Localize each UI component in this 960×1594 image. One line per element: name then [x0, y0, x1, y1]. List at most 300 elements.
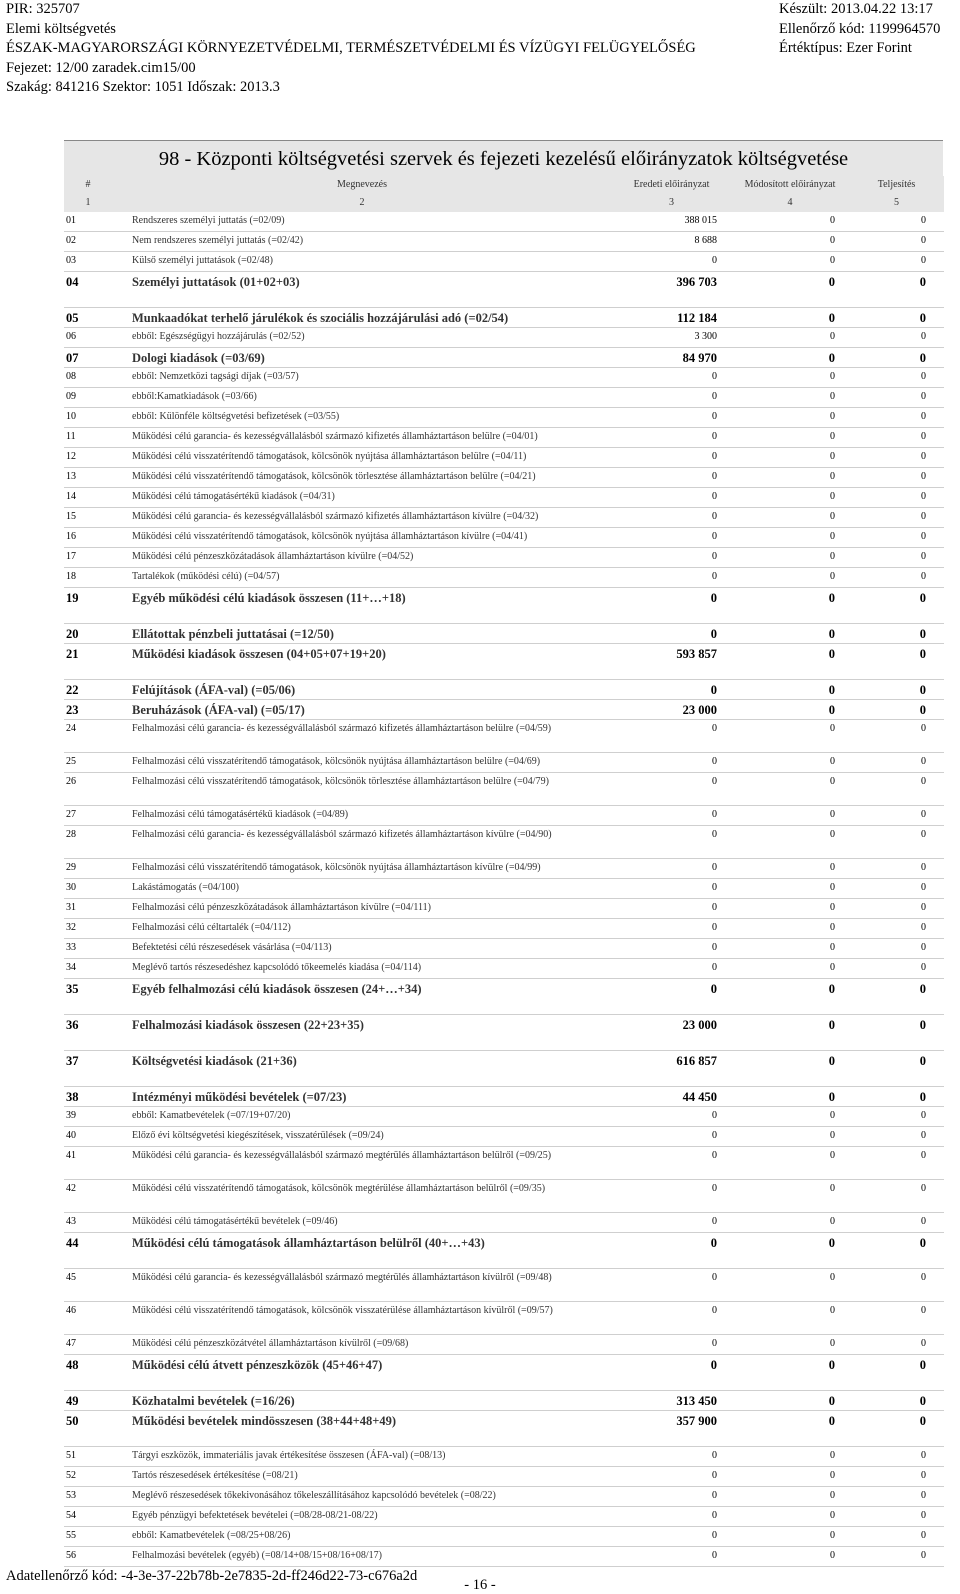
col-number: 3: [612, 194, 731, 212]
row-label: Egyéb felhalmozási célú kiadások összesen (24+…+34): [112, 979, 612, 1015]
table-row: [64, 1355, 944, 1391]
performance: 0: [849, 899, 944, 919]
performance: 0: [849, 1447, 944, 1467]
row-label: Külső személyi juttatások (=02/48): [112, 252, 612, 272]
row-number: 40: [64, 1127, 112, 1147]
row-label: Működési célú visszatérítendő támogatások, kölcsönök megtérülése államháztartáson belülről (=09/35): [112, 1180, 612, 1213]
row-number: 49: [64, 1391, 112, 1411]
row-label: Ellátottak pénzbeli juttatásai (=12/50): [112, 624, 612, 644]
original-appropriation: 0: [612, 680, 731, 700]
original-appropriation: 3 300: [612, 328, 731, 348]
modified-appropriation: 0: [731, 1487, 849, 1507]
table-row: [64, 1213, 944, 1233]
row-number: 15: [64, 508, 112, 528]
row-number: 26: [64, 773, 112, 806]
budget-table: [64, 176, 944, 1567]
row-number: 53: [64, 1487, 112, 1507]
original-appropriation: 0: [612, 1507, 731, 1527]
performance: 0: [849, 959, 944, 979]
table-row: [64, 1051, 944, 1087]
row-number: 37: [64, 1051, 112, 1087]
table-row: [64, 508, 944, 528]
modified-appropriation: 0: [731, 508, 849, 528]
table-row: [64, 959, 944, 979]
col-number: 1: [64, 194, 112, 212]
performance: 0: [849, 328, 944, 348]
row-number: 51: [64, 1447, 112, 1467]
modified-appropriation: 0: [731, 700, 849, 720]
modified-appropriation: 0: [731, 919, 849, 939]
original-appropriation: 8 688: [612, 232, 731, 252]
original-appropriation: 0: [612, 428, 731, 448]
row-number: 43: [64, 1213, 112, 1233]
table-row: [64, 1147, 944, 1180]
modified-appropriation: 0: [731, 720, 849, 753]
original-appropriation: 0: [612, 806, 731, 826]
table-row: [64, 859, 944, 879]
row-number: 30: [64, 879, 112, 899]
report-title: 98 - Központi költségvetési szervek és fejezeti kezelésű előirányzatok költségvetése: [158, 148, 849, 170]
modified-appropriation: 0: [731, 644, 849, 680]
row-number: 56: [64, 1547, 112, 1567]
modified-appropriation: 0: [731, 1180, 849, 1213]
performance: 0: [849, 368, 944, 388]
table-row: [64, 939, 944, 959]
performance: 0: [849, 700, 944, 720]
original-appropriation: 0: [612, 568, 731, 588]
original-appropriation: 0: [612, 252, 731, 272]
table-row: [64, 753, 944, 773]
document-header: [6, 0, 954, 98]
performance: 0: [849, 624, 944, 644]
row-number: 09: [64, 388, 112, 408]
table-row: [64, 919, 944, 939]
org-name: ÉSZAK-MAGYARORSZÁGI KÖRNYEZETVÉDELMI, TERMÉSZETVÉDELMI ÉS VÍZÜGYI FELÜGYELŐSÉG: [6, 40, 696, 57]
table-row: [64, 1467, 944, 1487]
table-row: [64, 1107, 944, 1127]
row-number: 10: [64, 408, 112, 428]
modified-appropriation: 0: [731, 212, 849, 232]
modified-appropriation: 0: [731, 1087, 849, 1107]
modified-appropriation: 0: [731, 308, 849, 328]
row-label: Dologi kiadások (=03/69): [112, 348, 612, 368]
row-number: 33: [64, 939, 112, 959]
row-label: Nem rendszeres személyi juttatás (=02/42): [112, 232, 612, 252]
row-number: 19: [64, 588, 112, 624]
row-number: 44: [64, 1233, 112, 1269]
table-row: [64, 1391, 944, 1411]
data-check-code: Adatellenőrző kód: -4-3e-37-22b78b-2e7835-2d-ff246d22-73-c676a2d: [6, 1568, 418, 1584]
row-label: Befektetési célú részesedések vásárlása (=04/113): [112, 939, 612, 959]
row-label: Működési célú támogatásértékű bevételek (=09/46): [112, 1213, 612, 1233]
column-header-row: [64, 176, 944, 194]
table-row: [64, 773, 944, 806]
table-row: [64, 979, 944, 1015]
performance: 0: [849, 528, 944, 548]
modified-appropriation: 0: [731, 348, 849, 368]
table-row: [64, 328, 944, 348]
original-appropriation: 0: [612, 859, 731, 879]
performance: 0: [849, 879, 944, 899]
row-label: Rendszeres személyi juttatás (=02/09): [112, 212, 612, 232]
row-label: ebből:Kamatkiadások (=03/66): [112, 388, 612, 408]
original-appropriation: 44 450: [612, 1087, 731, 1107]
row-label: Működési célú visszatérítendő támogatások, kölcsönök nyújtása államháztartáson belülre (=04/11): [112, 448, 612, 468]
row-label: Egyéb működési célú kiadások összesen (11+…+18): [112, 588, 612, 624]
table-row: [64, 368, 944, 388]
performance: 0: [849, 753, 944, 773]
original-appropriation: 313 450: [612, 1391, 731, 1411]
row-number: 03: [64, 252, 112, 272]
table-row: [64, 348, 944, 368]
modified-appropriation: 0: [731, 1335, 849, 1355]
modified-appropriation: 0: [731, 806, 849, 826]
row-number: 25: [64, 753, 112, 773]
performance: 0: [849, 408, 944, 428]
modified-appropriation: 0: [731, 826, 849, 859]
modified-appropriation: 0: [731, 488, 849, 508]
checksum: Ellenőrző kód: 1199964570: [779, 20, 941, 37]
modified-appropriation: 0: [731, 1107, 849, 1127]
performance: 0: [849, 468, 944, 488]
row-number: 32: [64, 919, 112, 939]
col-number: 2: [112, 194, 612, 212]
row-label: Felhalmozási célú támogatásértékű kiadások (=04/89): [112, 806, 612, 826]
row-label: Felhalmozási bevételek (egyéb) (=08/14+08/15+08/16+08/17): [112, 1547, 612, 1567]
original-appropriation: 0: [612, 1107, 731, 1127]
row-number: 20: [64, 624, 112, 644]
row-number: 04: [64, 272, 112, 308]
performance: 0: [849, 1355, 944, 1391]
table-row: [64, 1233, 944, 1269]
row-number: 27: [64, 806, 112, 826]
row-number: 08: [64, 368, 112, 388]
performance: 0: [849, 212, 944, 232]
performance: 0: [849, 1507, 944, 1527]
row-label: Működési célú pénzeszközátadások államháztartáson kívülre (=04/52): [112, 548, 612, 568]
sector-info: Szakág: 841216 Szektor: 1051 Időszak: 2013.3: [6, 79, 280, 96]
original-appropriation: 0: [612, 879, 731, 899]
modified-appropriation: 0: [731, 428, 849, 448]
original-appropriation: 0: [612, 1302, 731, 1335]
table-row: [64, 879, 944, 899]
performance: 0: [849, 1107, 944, 1127]
modified-appropriation: 0: [731, 1302, 849, 1335]
modified-appropriation: 0: [731, 1147, 849, 1180]
col-header-original: Eredeti előirányzat: [612, 176, 731, 194]
table-row: [64, 212, 944, 232]
row-label: Egyéb pénzügyi befektetések bevételei (=08/28-08/21-08/22): [112, 1507, 612, 1527]
original-appropriation: 0: [612, 1233, 731, 1269]
table-row: [64, 428, 944, 448]
row-label: ebből: Nemzetközi tagsági díjak (=03/57): [112, 368, 612, 388]
row-number: 18: [64, 568, 112, 588]
row-label: Intézményi működési bevételek (=07/23): [112, 1087, 612, 1107]
row-label: Működési kiadások összesen (04+05+07+19+20): [112, 644, 612, 680]
modified-appropriation: 0: [731, 528, 849, 548]
performance: 0: [849, 1302, 944, 1335]
original-appropriation: 0: [612, 588, 731, 624]
row-label: Felhalmozási kiadások összesen (22+23+35): [112, 1015, 612, 1051]
table-row: [64, 528, 944, 548]
original-appropriation: 0: [612, 919, 731, 939]
budget-type: Elemi költségvetés: [6, 20, 116, 37]
original-appropriation: 0: [612, 468, 731, 488]
original-appropriation: 0: [612, 408, 731, 428]
original-appropriation: 593 857: [612, 644, 731, 680]
modified-appropriation: 0: [731, 388, 849, 408]
table-row: [64, 388, 944, 408]
modified-appropriation: 0: [731, 408, 849, 428]
modified-appropriation: 0: [731, 939, 849, 959]
original-appropriation: 0: [612, 720, 731, 753]
value-type: Értéktípus: Ezer Forint: [779, 40, 912, 57]
performance: 0: [849, 428, 944, 448]
table-row: [64, 1087, 944, 1107]
performance: 0: [849, 1547, 944, 1567]
performance: 0: [849, 1411, 944, 1447]
performance: 0: [849, 308, 944, 328]
performance: 0: [849, 1180, 944, 1213]
original-appropriation: 357 900: [612, 1411, 731, 1447]
original-appropriation: 0: [612, 1269, 731, 1302]
col-header-num: #: [64, 176, 112, 194]
row-number: 47: [64, 1335, 112, 1355]
modified-appropriation: 0: [731, 1127, 849, 1147]
row-number: 23: [64, 700, 112, 720]
modified-appropriation: 0: [731, 680, 849, 700]
table-row: [64, 1527, 944, 1547]
original-appropriation: 0: [612, 773, 731, 806]
row-label: Működési célú átvett pénzeszközök (45+46+47): [112, 1355, 612, 1391]
original-appropriation: 396 703: [612, 272, 731, 308]
row-number: 01: [64, 212, 112, 232]
modified-appropriation: 0: [731, 232, 849, 252]
row-number: 55: [64, 1527, 112, 1547]
performance: 0: [849, 588, 944, 624]
row-number: 12: [64, 448, 112, 468]
performance: 0: [849, 1213, 944, 1233]
modified-appropriation: 0: [731, 1467, 849, 1487]
row-label: Működési célú támogatásértékű kiadások (=04/31): [112, 488, 612, 508]
performance: 0: [849, 388, 944, 408]
table-row: [64, 548, 944, 568]
performance: 0: [849, 1467, 944, 1487]
original-appropriation: 616 857: [612, 1051, 731, 1087]
row-label: Felhalmozási célú garancia- és kezességvállalásból származó kifizetés államháztartáson belülre (=04/59): [112, 720, 612, 753]
row-number: 36: [64, 1015, 112, 1051]
created-date: Készült: 2013.04.22 13:17: [779, 1, 933, 17]
modified-appropriation: 0: [731, 368, 849, 388]
row-number: 42: [64, 1180, 112, 1213]
table-row: [64, 1447, 944, 1467]
original-appropriation: 0: [612, 753, 731, 773]
row-number: 02: [64, 232, 112, 252]
modified-appropriation: 0: [731, 448, 849, 468]
row-number: 48: [64, 1355, 112, 1391]
modified-appropriation: 0: [731, 1233, 849, 1269]
row-label: ebből: Különféle költségvetési befizetések (=03/55): [112, 408, 612, 428]
row-label: Meglévő részesedések tőkekivonásához tőkeleszállításához kapcsolódó bevételek (=08/22): [112, 1487, 612, 1507]
performance: 0: [849, 1335, 944, 1355]
performance: 0: [849, 773, 944, 806]
table-row: [64, 448, 944, 468]
table-row: [64, 1411, 944, 1447]
modified-appropriation: 0: [731, 1269, 849, 1302]
row-number: 45: [64, 1269, 112, 1302]
performance: 0: [849, 859, 944, 879]
column-number-row: [64, 194, 944, 212]
performance: 0: [849, 979, 944, 1015]
row-number: 35: [64, 979, 112, 1015]
table-row: [64, 588, 944, 624]
modified-appropriation: 0: [731, 1391, 849, 1411]
table-row: [64, 680, 944, 700]
performance: 0: [849, 1233, 944, 1269]
original-appropriation: 0: [612, 1127, 731, 1147]
table-row: [64, 1507, 944, 1527]
row-number: 16: [64, 528, 112, 548]
performance: 0: [849, 232, 944, 252]
performance: 0: [849, 488, 944, 508]
original-appropriation: 0: [612, 1355, 731, 1391]
row-label: Felhalmozási célú visszatérítendő támogatások, kölcsönök törlesztése államháztartáson belülre (=04/79): [112, 773, 612, 806]
original-appropriation: 0: [612, 1467, 731, 1487]
modified-appropriation: 0: [731, 568, 849, 588]
modified-appropriation: 0: [731, 272, 849, 308]
performance: 0: [849, 826, 944, 859]
row-label: Működési célú pénzeszközátvétel államháztartáson kívülről (=09/68): [112, 1335, 612, 1355]
table-row: [64, 700, 944, 720]
performance: 0: [849, 1051, 944, 1087]
original-appropriation: 0: [612, 1335, 731, 1355]
performance: 0: [849, 720, 944, 753]
table-row: [64, 1487, 944, 1507]
row-label: Felhalmozási célú céltartalék (=04/112): [112, 919, 612, 939]
row-number: 14: [64, 488, 112, 508]
table-row: [64, 899, 944, 919]
original-appropriation: 112 184: [612, 308, 731, 328]
modified-appropriation: 0: [731, 979, 849, 1015]
row-number: 05: [64, 308, 112, 328]
row-label: Felhalmozási célú garancia- és kezességvállalásból származó kifizetés államháztartáson kívülre (=04/90): [112, 826, 612, 859]
row-number: 39: [64, 1107, 112, 1127]
row-label: Működési célú visszatérítendő támogatások, kölcsönök törlesztése államháztartáson belülre (=04/21): [112, 468, 612, 488]
original-appropriation: 23 000: [612, 700, 731, 720]
performance: 0: [849, 568, 944, 588]
performance: 0: [849, 1087, 944, 1107]
table-row: [64, 272, 944, 308]
row-label: Működési célú visszatérítendő támogatások, kölcsönök nyújtása államháztartáson kívülre (=04/41): [112, 528, 612, 548]
row-label: Működési célú garancia- és kezességvállalásból származó megtérülés államháztartáson belülről (=09/25): [112, 1147, 612, 1180]
modified-appropriation: 0: [731, 753, 849, 773]
table-row: [64, 826, 944, 859]
row-label: ebből: Egészségügyi hozzájárulás (=02/52): [112, 328, 612, 348]
row-label: Felhalmozási célú visszatérítendő támogatások, kölcsönök nyújtása államháztartáson kívülre (=04/99): [112, 859, 612, 879]
table-row: [64, 644, 944, 680]
modified-appropriation: 0: [731, 588, 849, 624]
row-number: 21: [64, 644, 112, 680]
original-appropriation: 0: [612, 448, 731, 468]
row-number: 41: [64, 1147, 112, 1180]
row-number: 46: [64, 1302, 112, 1335]
table-row: [64, 488, 944, 508]
row-label: Közhatalmi bevételek (=16/26): [112, 1391, 612, 1411]
original-appropriation: 0: [612, 488, 731, 508]
table-row: [64, 568, 944, 588]
original-appropriation: 0: [612, 1213, 731, 1233]
original-appropriation: 388 015: [612, 212, 731, 232]
table-row: [64, 806, 944, 826]
original-appropriation: 0: [612, 939, 731, 959]
performance: 0: [849, 919, 944, 939]
table-row: [64, 1302, 944, 1335]
row-number: 31: [64, 899, 112, 919]
table-row: [64, 1015, 944, 1051]
original-appropriation: 0: [612, 959, 731, 979]
row-label: Működési célú garancia- és kezességvállalásból származó kifizetés államháztartáson belülre (=04/01): [112, 428, 612, 448]
col-header-performance: Teljesítés: [849, 176, 944, 194]
original-appropriation: 0: [612, 1180, 731, 1213]
original-appropriation: 0: [612, 368, 731, 388]
row-number: 13: [64, 468, 112, 488]
modified-appropriation: 0: [731, 859, 849, 879]
performance: 0: [849, 644, 944, 680]
table-row: [64, 1127, 944, 1147]
row-label: Működési bevételek mindösszesen (38+44+48+49): [112, 1411, 612, 1447]
row-label: Költségvetési kiadások (21+36): [112, 1051, 612, 1087]
original-appropriation: 0: [612, 548, 731, 568]
table-row: [64, 1269, 944, 1302]
performance: 0: [849, 939, 944, 959]
original-appropriation: 0: [612, 624, 731, 644]
performance: 0: [849, 1487, 944, 1507]
row-label: Tartós részesedések értékesítése (=08/21): [112, 1467, 612, 1487]
row-label: Működési célú támogatások államháztartáson belülről (40+…+43): [112, 1233, 612, 1269]
table-row: [64, 252, 944, 272]
performance: 0: [849, 1015, 944, 1051]
table-row: [64, 308, 944, 328]
performance: 0: [849, 806, 944, 826]
col-header-name: Megnevezés: [112, 176, 612, 194]
row-label: Lakástámogatás (=04/100): [112, 879, 612, 899]
original-appropriation: 0: [612, 1547, 731, 1567]
modified-appropriation: 0: [731, 252, 849, 272]
original-appropriation: 0: [612, 1447, 731, 1467]
modified-appropriation: 0: [731, 1547, 849, 1567]
modified-appropriation: 0: [731, 959, 849, 979]
row-label: Meglévő tartós részesedéshez kapcsolódó tőkeemelés kiadása (=04/114): [112, 959, 612, 979]
modified-appropriation: 0: [731, 468, 849, 488]
row-label: Működési célú garancia- és kezességvállalásból származó megtérülés államháztartáson kívülről (=09/48): [112, 1269, 612, 1302]
table-row: [64, 1180, 944, 1213]
modified-appropriation: 0: [731, 328, 849, 348]
performance: 0: [849, 1391, 944, 1411]
modified-appropriation: 0: [731, 899, 849, 919]
row-label: Tartalékok (működési célú) (=04/57): [112, 568, 612, 588]
performance: 0: [849, 1147, 944, 1180]
performance: 0: [849, 508, 944, 528]
original-appropriation: 0: [612, 826, 731, 859]
row-number: 50: [64, 1411, 112, 1447]
original-appropriation: 0: [612, 1527, 731, 1547]
modified-appropriation: 0: [731, 1507, 849, 1527]
performance: 0: [849, 348, 944, 368]
table-row: [64, 720, 944, 753]
row-label: Előző évi költségvetési kiegészítések, visszatérülések (=09/24): [112, 1127, 612, 1147]
pir-id: PIR: 325707: [6, 1, 80, 17]
modified-appropriation: 0: [731, 1051, 849, 1087]
